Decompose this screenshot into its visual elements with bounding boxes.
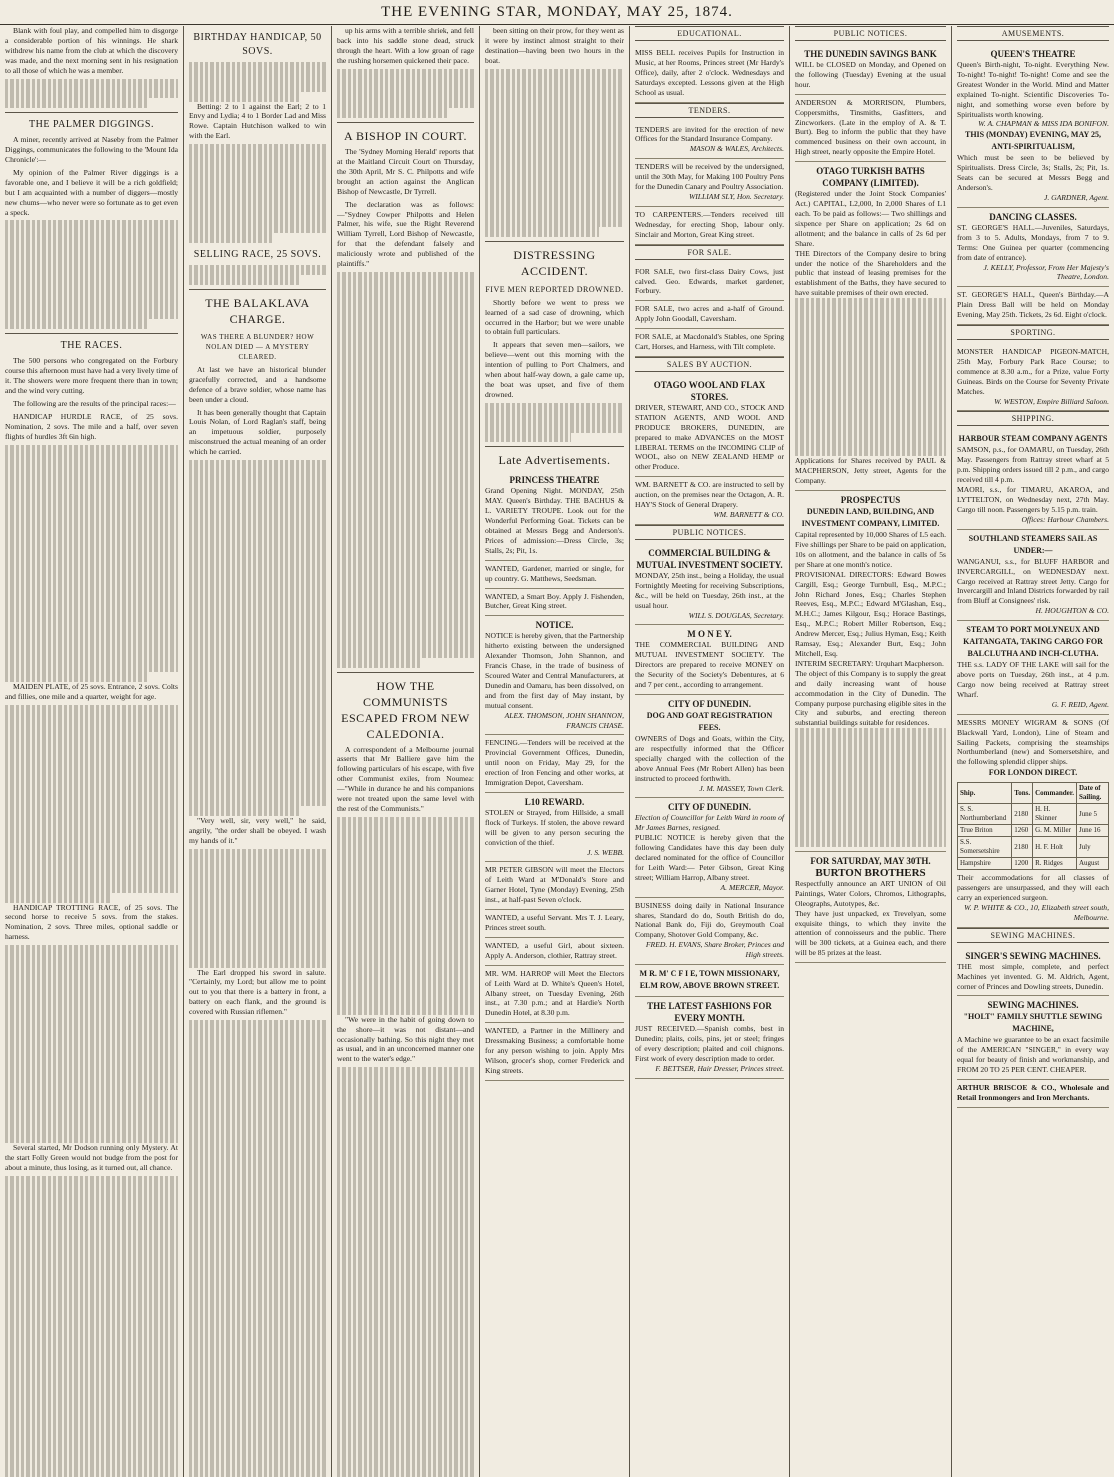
section-for-sale: FOR SALE. <box>635 245 784 260</box>
paragraph: The following are the results of the principal races:— <box>13 398 176 408</box>
heading-palmer: THE PALMER DIGGINGS. <box>29 119 154 131</box>
advert-ball: ST. GEORGE'S HALL, Queen's Birthday.—A Plain Dress Ball will be held on Monday Evening, May 25th. Tickets, 2s 6d. Eight o'clock. <box>957 287 1109 325</box>
table-cell: 1200 <box>1012 858 1033 870</box>
column-7 <box>951 26 1114 1477</box>
advert-turkish-baths: OTAGO TURKISH BATHS COMPANY (LIMITED). (Registered under the Joint Stock Companies' Act.) CAPITAL, L2,000, In 2,000 Shares of L1 each. To be paid as follows:— Two shillings and sixpence per Share on application; 2s 6d on allotment; and the balance in calls of 2s 6d per Share. THE Directors of the Company desire to bring under the notice of the Shareholders and the public that instead of leasing premises for the establishment of the Baths, they have secured to have suitable premises of their own erected. Applications for Shares received by PAUL & MACPHERSON, Jetty street, Agents for the Company. <box>795 162 946 491</box>
paragraph: MAIDEN PLATE, of 25 sovs. Entrance, 2 sovs. Colts and fillies, one mile and a quarter, weight for age. <box>5 681 178 701</box>
paragraph: "We were in the habit of going down to the shore—it was not distant—and occasionally bathing. So this night they met as usual, and in an unconcerned manner one went to the water's edge." <box>337 1014 474 1064</box>
advert-fencing: FENCING.—Tenders will be received at the Provincial Government Offices, Dunedin, until noon on Friday, May 29, for the erection of Iron Fencing and other works, at Immigration Depot, Caversham. <box>485 735 624 793</box>
subheading-balaklava: WAS THERE A BLUNDER? HOW NOLAN DIED — A MYSTERY CLEARED. <box>200 332 315 361</box>
paragraph: A correspondent of a Melbourne journal asserts that Mr Balliere gave him the following particulars of his escape, with five other Communist exiles, from Noumea:—"While in durance he and his companions were not treated upon the same level with the rest of the Communists." <box>337 744 474 814</box>
advert-prospectus: PROSPECTUS DUNEDIN LAND, BUILDING, AND INVESTMENT COMPANY, LIMITED. Capital represented by 10,000 Shares of L5 each. Five shillings per Share to be paid on application, 10s on allotment, and the balance in calls of 5s per Share at one month's notice. PROVISIONAL DIRECTORS: Edward Bowes Cargill, Esq.; George Turnbull, Esq., M.P.C.; John Richard Jones, Esq.; Charles Stephen Reeves, Esq., M.P.C.; Edward M'Glashan, Esq., M.H.C.; James Kilgour, Esq.; Horace Bastings, Esq., M.P.C.; Robert Miller Robertson, Esq.; Andrew Mercer, Esq.; Julius Hyman, Esq.; Keith Ramsay, Esq.; Alexander Burt, Esq.; John Mitchell, Esq. INTERIM SECRETARY: Urquhart Macpherson. The object of this Company is to supply the great and daily increasing want of house accommodation in the City of Dunedin. The Company purpose purchasing eligible sites in the City and suburbs, and erecting thereon substantial buildings suitable for residences. <box>795 491 946 852</box>
column-6 <box>789 26 951 1477</box>
advert-money: M O N E Y. THE COMMERCIAL BUILDING AND MUTUAL INVESTMENT SOCIETY. The Directors are prepared to receive MONEY on the Security of the Society's Debentures, at 6 and 7 per cent., according to arrangement. <box>635 625 784 695</box>
shipping-table <box>957 782 1109 870</box>
table-header: Commander. <box>1033 783 1077 804</box>
advert-holt: SEWING MACHINES. "HOLT" FAMILY SHUTTLE SEWING MACHINE, A Machine we guarantee to be an exact facsimile of the AMERICAN "SINGER," in every way equal for beauty of finish and workmanship, and FROM 20 TO 25 PER CENT. CHEAPER. <box>957 996 1109 1080</box>
table-cell: G. M. Miller <box>1033 825 1077 837</box>
paragraph: The 500 persons who congregated on the Forbury course this afternoon must have had a very lively time of it. The showers were more frequent there than in town; and the wind very cutting. <box>5 356 178 395</box>
advert-southland: SOUTHLAND STEAMERS SAIL AS UNDER:— WANGANUI, s.s., for BLUFF HARBOR and INVERCARGILL, on WEDNESDAY next. Cargo received at Rattray street Jetty. Cargo for Invercargill and Inland Districts forwarded by rail from Bluff at Consignees' risk. H. HOUGHTON & CO. <box>957 530 1109 621</box>
heading-late-advertisements: Late Advertisements. <box>498 453 611 468</box>
masthead: THE EVENING STAR, MONDAY, MAY 25, 1874. <box>0 0 1114 25</box>
advert-fashions: THE LATEST FASHIONS FOR EVERY MONTH. JUST RECEIVED.—Spanish combs, best in Dunedin; plaits, coils, pins, jet or steel; fringes of every description; plaited and coil chignons. First work of every description made to order. F. BETTSER, Hair Dresser, Princes street. <box>635 997 784 1079</box>
table-cell: July <box>1076 837 1108 858</box>
section-public-notices: PUBLIC NOTICES. <box>635 525 784 540</box>
advert-anderson-morrison: ANDERSON & MORRISON, Plumbers, Coppersmiths, Tinsmiths, Gasfitters, and Zincworkers. (Late in the employ of A. & T. Burt). Beg to inform the public that they have commenced business on their own account, in High street, nearly opposite the Empire Hotel. <box>795 95 946 162</box>
advert-wanted-servant: WANTED, a useful Servant. Mrs T. J. Leary, Princes street south. <box>485 910 624 938</box>
advert-dancing: DANCING CLASSES. ST. GEORGE'S HALL.—Juveniles, Saturdays, from 3 to 5. Adults, Mondays, from 7 to 9. Terms: One Guinea per quarter (commencing from date of entrance). J. KELLY, Professor, From Her Majesty's Theatre, London. <box>957 208 1109 287</box>
advert-wool-stores: OTAGO WOOL AND FLAX STORES. DRIVER, STEWART, AND CO., STOCK AND STATION AGENTS, AND WOOL AND PRODUCE BROKERS, DUNEDIN, are prepared to make ADVANCES on the MOST LIBERAL TERMS on the INCOMING CLIP of WOOL, also on NEW ZEALAND HEMP or other Produce. <box>635 376 784 477</box>
advert-reward: L10 REWARD. STOLEN or Strayed, from Hillside, a small flock of Turkeys. If stolen, the above reward will be given to any person securing the conviction of the thief. J. S. WEBB. <box>485 793 624 863</box>
advert-sale-ground: FOR SALE, two acres and a-half of Ground. Apply John Goodall, Caversham. <box>635 301 784 329</box>
section-amusements: AMUSEMENTS. <box>957 26 1109 41</box>
column-5 <box>629 26 789 1477</box>
table-cell: H. H. Skinner <box>1033 804 1077 825</box>
table-cell: H. F. Holt <box>1033 837 1077 858</box>
table-cell: S. S. Northumberland <box>958 804 1012 825</box>
paragraph: Shortly before we went to press we learned of a sad case of drowning, which occurred in the Harbor; but we were unable to obtain full particulars. <box>485 297 624 337</box>
paragraph: HANDICAP HURDLE RACE, of 25 sovs. Nomination, 2 sovs. The mile and a half, over seven flights of hurdles 3ft 6in high. <box>5 411 178 441</box>
table-cell: R. Ridges <box>1033 858 1077 870</box>
table-cell: True Briton <box>958 825 1012 837</box>
table-cell: S.S. Somersetshire <box>958 837 1012 858</box>
paragraph: been sitting on their prow, for they went as it were by instinct almost straight to their destination—having been two hours in the boat. <box>485 26 624 65</box>
advert-notice: NOTICE. NOTICE is hereby given, that the Partnership hitherto existing between the undersigned Alexander Thomson, John Shannon, and Francis Chase, in the trade of business of Scoured Water and Central Manufacturers, at Dunedin and Oamaru, has been dissolved, on and from the first day of May instant, by mutual consent. ALEX. THOMSON, JOHN SHANNON, FRANCIS CHASE. <box>485 616 624 735</box>
paragraph: Betting: 2 to 1 against the Earl; 2 to 1 Envy and Lydia; 4 to 1 Border Lad and Miss Rowe. Captain Hutchison walked to win with the Earl. <box>189 101 326 141</box>
table-row <box>958 804 1109 825</box>
section-shipping: SHIPPING. <box>957 411 1109 426</box>
paragraph: Several started, Mr Dodson running only Mystery. At the start Folly Green would not budge from the post for about a minute, thus losing, as it turned out, all chance. <box>5 1142 178 1172</box>
paragraph: It has been generally thought that Captain Louis Nolan, of Lord Raglan's staff, being an impetuous soldier, purposely misconstrued the actual meaning of an order which he carried. <box>189 407 326 457</box>
heading-distressing-accident: DISTRESSING ACCIDENT. <box>513 247 596 278</box>
advert-princess-theatre <box>485 471 624 560</box>
advert-sale-cows: FOR SALE, two first-class Dairy Cows, just calved. Geo. Edwards, market gardener, Forbury. <box>635 264 784 302</box>
table-cell: 1260 <box>1012 825 1033 837</box>
advert-body: Grand Opening Night. MONDAY, 25th MAY. Queen's Birthday. THE BACHUS & L. VARIETY TROUPE. Look out for the Wonderful Performing Goat. Tickets can be obtained at Messrs Begg and Anderson's. Prices of admission:—Dress Circle, 3s; Stalls, 2s; Pit, 1s. <box>485 486 624 555</box>
advert-dog-fees: CITY OF DUNEDIN. DOG AND GOAT REGISTRATION FEES. OWNERS of Dogs and Goats, within the City, are respectfully informed that the Officer specially charged with the collection of the above Annual Fees (Mr Robert Allen) has been instructed to proceed forthwith. J. M. MASSEY, Town Clerk. <box>635 695 784 798</box>
paragraph: My opinion of the Palmer River diggings is a favorable one, and I believe it will be a rich goldfield; but I am acquainted with a number of diggers—mostly new chums—who never were so fortunate as to get even a speck. <box>5 167 178 217</box>
paragraph: A miner, recently arrived at Naseby from the Palmer Diggings, communicates the following to the 'Mount Ida Chronicle':— <box>5 135 178 165</box>
heading-balaklava: THE BALAKLAVA CHARGE. <box>205 295 310 326</box>
advert-queens-theatre: QUEEN'S THEATRE Queen's Birth-night, To-night. Everything New. To-night! To-night! To-night! Come and see the Greatest Wonder in the World. Mind and Matter explained To-night. Scientific Discoveries To-night, and something worse even before by Spiritualists worth knowing. W. A. CHAPMAN & MISS IDA BONIFON. THIS (MONDAY) EVENING, MAY 25, ANTI-SPIRITUALISM, Which must be seen to be believed by Spiritualists. Dress Circle, 3s; Stalls, 2s; Pit, 1s. Seats can be secured at Messrs Begg and Anderson's. J. GARDNER, Agent. <box>957 45 1109 208</box>
advert-wanted-partner: WANTED, a Partner in the Millinery and Dressmaking Business; a comfortable home for any person wishing to join. Apply Mrs Wilson, grocer's shop, corner Frederick and King streets. <box>485 1023 624 1081</box>
section-tenders: TENDERS. <box>635 103 784 118</box>
table-cell: June 5 <box>1076 804 1108 825</box>
advert-sale-cart: FOR SALE, at Macdonald's Stables, one Spring Cart, Horses, and Harness, with Tilt complete. <box>635 329 784 357</box>
heading-selling-race: SELLING RACE, 25 SOVS. <box>193 249 322 261</box>
advert-harrop: MR. WM. HARROP will Meet the Electors of Leith Ward at D. White's Queen's Hotel, Albany street, on Tuesday Evening, 26th inst., at 7.30 p.m.; and at Hardie's North Dunedin Hotel, at 8.30 p.m. <box>485 966 624 1024</box>
paragraph: It appears that seven men—sailors, we believe—went out this morning with the intention of pulling to Port Chalmers, and when about half-way down, a gale came up, the boat was upset, and five of them drowned. <box>485 340 624 399</box>
subheading-drowned: FIVE MEN REPORTED DROWNED. <box>485 284 624 294</box>
column-4 <box>479 26 629 1477</box>
section-sewing-machines: SEWING MACHINES. <box>957 928 1109 943</box>
advert-miss-bell: MISS BELL receives Pupils for Instruction in Music, at her Rooms, Princes street (Mr Hardy's Office), daily, after 2 o'clock. Wednesdays and Saturdays excepted. Lessons given at the High School as usual. <box>635 45 784 103</box>
table-cell: June 16 <box>1076 825 1108 837</box>
advert-singer: SINGER'S SEWING MACHINES. THE most simple, complete, and perfect Machines yet invented. G. M. Aldrich, Agent, corner of Princes and Dowling streets, Dunedin. <box>957 947 1109 997</box>
advert-pigeon-match: MONSTER HANDICAP PIGEON-MATCH, 25th May, Forbury Park Race Course; to commence at 8.30 a.m., for a Prize, value Forty Guineas. Birds on the Course for Seventy Private Matches. W. WESTON, Empire Billiard Saloon. <box>957 344 1109 411</box>
section-auction: SALES BY AUCTION. <box>635 357 784 372</box>
advert-briscoe: ARTHUR BRISCOE & CO., Wholesale and Retail Ironmongers and Iron Merchants. <box>957 1080 1109 1108</box>
table-header: Ship. <box>958 783 1012 804</box>
advert-money-wigram: MESSRS MONEY WIGRAM & SONS (Of Blackwall Yard, London), Line of Steam and Sailing Packets, comprising the steamships Northumberland (new) and Somersetshire, and the following splendid clipper ships. FOR LONDON DIRECT. Ship. Tons. Commander. Date of Sailing. S. S. Northumberland 2180 H. H. Skinner June 5 True Briton 1260 G. M. Miller June 16 S.S. Somersetshire 2180 H. F. Holt July Hampshire 1200 R. Ridges August Their accommodations for all classes of passengers are unsurpassed, and they will each carry an experienced surgeon. W. P. WHITE & CO., 10, Elizabeth street south, Melbourne. <box>957 715 1109 928</box>
table-header: Tons. <box>1012 783 1033 804</box>
column-2 <box>183 26 331 1477</box>
advert-wanted-girl: WANTED, a useful Girl, about sixteen. Apply A. Anderson, clothier, Rattray street. <box>485 938 624 966</box>
section-public-notices: PUBLIC NOTICES. <box>795 26 946 41</box>
advert-wanted-gardener: WANTED, Gardener, married or single, for up country. G. Matthews, Seedsman. <box>485 561 624 589</box>
heading-birthday-handicap: BIRTHDAY HANDICAP, 50 SOVS. <box>193 32 322 57</box>
heading-communists: HOW THE COMMUNISTS ESCAPED FROM NEW CALEDONIA. <box>341 678 470 741</box>
advert-savings-bank: THE DUNEDIN SAVINGS BANK WILL be CLOSED on Monday, and Opened on the following (Tuesday) Evening at the usual hour. <box>795 45 946 95</box>
heading-races: THE RACES. <box>60 340 123 352</box>
paragraph: "Very well, sir, very well," he said, angrily, "the order shall be obeyed. I wash my hands of it." <box>189 816 326 845</box>
section-sporting: SPORTING. <box>957 325 1109 340</box>
section-educational: EDUCATIONAL. <box>635 26 784 41</box>
paragraph: Blank with foul play, and compelled him to disgorge a considerable portion of his winnings. He shark withdrew his name from the club at which the discovery was made, and the next morning sent in his resignation to all those of which he was a member. <box>5 26 178 75</box>
table-cell: Hampshire <box>958 858 1012 870</box>
table-row <box>958 837 1109 858</box>
advert-mcfie: M R. M' C F I E, TOWN MISSIONARY, ELM ROW, ABOVE BROWN STREET. <box>635 965 784 997</box>
advert-tenders-offices: TENDERS are invited for the erection of new Offices for the Standard Insurance Company. MASON & WALES, Architects. <box>635 122 784 160</box>
heading-bishop: A BISHOP IN COURT. <box>344 129 467 144</box>
paragraph: At last we have an historical blunder gracefully corrected, and a handsome defence of a brave soldier, whose name has been under a cloud. <box>189 364 326 404</box>
paragraph: The Earl dropped his sword in salute. "Certainly, my Lord; but allow me to point out to you that there is a battery in front, a battery on each flank, and the ground is covered with Russian riflemen." <box>189 967 326 1017</box>
advert-title: PRINCESS THEATRE <box>509 475 600 486</box>
advert-barnett: WM. BARNETT & CO. are instructed to sell by auction, on the premises near the Octagon, A. R. HAY'S Stock of General Drapery. WM. BARNETT & CO. <box>635 477 784 525</box>
advert-tenders-pens: TENDERS will be received by the undersigned, until the 30th May, for Making 100 Poultry Pens for the Dunedin Canary and Poultry Association. WILLIAM SLY, Hon. Secretary. <box>635 159 784 207</box>
advert-molyneux: STEAM TO PORT MOLYNEUX AND KAITANGATA, TAKING CARGO FOR BALCLUTHA AND INCH-CLUTHA. THE s.s. LADY OF THE LAKE will sail for the above ports on Tuesday, 26th inst., at 4 p.m. Cargo now being received at Rattray street Wharf. G. F. REID, Agent. <box>957 621 1109 715</box>
paragraph: The 'Sydney Morning Herald' reports that at the Maitland Circuit Court on Thursday, the 30th April, Mr S. C. Philpotts and wife brought an action against the Anglican Bishop of Newcastle, Dr Tyrrell. <box>337 147 474 196</box>
column-1 <box>0 26 183 1477</box>
advert-wanted-boy: WANTED, a Smart Boy. Apply J. Fishenden, Butcher, Great King street. <box>485 589 624 617</box>
table-row <box>958 825 1109 837</box>
table-cell: 2180 <box>1012 804 1033 825</box>
advert-gibson: MR PETER GIBSON will meet the Electors of Leith Ward at M'Donald's Store and Garner Hotel, Tyne (Monday) Evening, 25th inst., at half-past Seven o'clock. <box>485 862 624 910</box>
table-cell: August <box>1076 858 1108 870</box>
advert-harbour-steam: HARBOUR STEAM COMPANY AGENTS SAMSON, p.s., for OAMARU, on Tuesday, 26th May. Passengers from Rattray street wharf at 5 p.m. Shipping orders issued till 2 p.m., and cargo received till 4 p.m. MAORI, s.s., for TIMARU, AKAROA, and LYTTELTON, on Wednesday next, 27th May. Cargo till noon. Passengers by 5.15 p.m. train. Offices: Harbour Chambers. <box>957 430 1109 529</box>
advert-election: CITY OF DUNEDIN. Election of Councillor for Leith Ward in room of Mr James Barnes, resigned. PUBLIC NOTICE is hereby given that the following Candidates have this day been duly declared nominated for the office of Councillor for Leith Ward:— Peter Gibson, Great King street; William Harrop, Albany street. A. MERCER, Mayor. <box>635 798 784 897</box>
advert-burton-brothers: FOR SATURDAY, MAY 30TH. BURTON BROTHERS Respectfully announce an ART UNION of Oil Paintings, Water Colors, Chromos, Lithographs, Oleographs, Autotypes, &c. They have just unpacked, ex Trevelyan, some exquisite things, to which they invite the attention of connoisseurs and the public. There will be 300 tickets, at a Guinea each, and there will be 85 prizes at the least. <box>795 852 946 963</box>
column-grid <box>0 26 1114 1477</box>
table-cell: 2180 <box>1012 837 1033 858</box>
table-row <box>958 858 1109 870</box>
advert-carpenters: TO CARPENTERS.—Tenders received till Wednesday, for erecting Shop, labour only. Sinclair and Morton, Great King street. <box>635 207 784 245</box>
advert-evans: BUSINESS doing daily in National Insurance shares, Standard do do, South British do do, National Bank do, Fiji do, Greymouth Coal Company, Shotover Gold Company, &c. FRED. H. EVANS, Share Broker, Princes and High streets. <box>635 898 784 965</box>
advert-commercial-building: COMMERCIAL BUILDING & MUTUAL INVESTMENT SOCIETY. MONDAY, 25th inst., being a Holiday, the usual Fortnightly Meeting for receiving Subscriptions, &c., will be held on Tuesday, 26th inst., at the usual hour. WILL S. DOUGLAS, Secretary. <box>635 544 784 626</box>
table-header: Date of Sailing. <box>1076 783 1108 804</box>
column-3 <box>331 26 479 1477</box>
paragraph: up his arms with a terrible shriek, and fell back into his saddle stone dead, struck through the heart. With a low groan of rage the rushing horsemen quickened their pace. <box>337 26 474 65</box>
paragraph: HANDICAP TROTTING RACE, of 25 sovs. The second horse to receive 5 sovs. from the stakes. Nomination, 2 sovs. Three miles, optional saddle or harness. <box>5 902 178 942</box>
paragraph: The declaration was as follows:—"Sydney Cowper Philpotts and Helen Palmer, his wife, sue the Right Reverend William Tyrrell, Lord Bishop of Newcastle, for that the defendant falsely and maliciously wrote and published of the plaintiffs." <box>337 199 474 269</box>
